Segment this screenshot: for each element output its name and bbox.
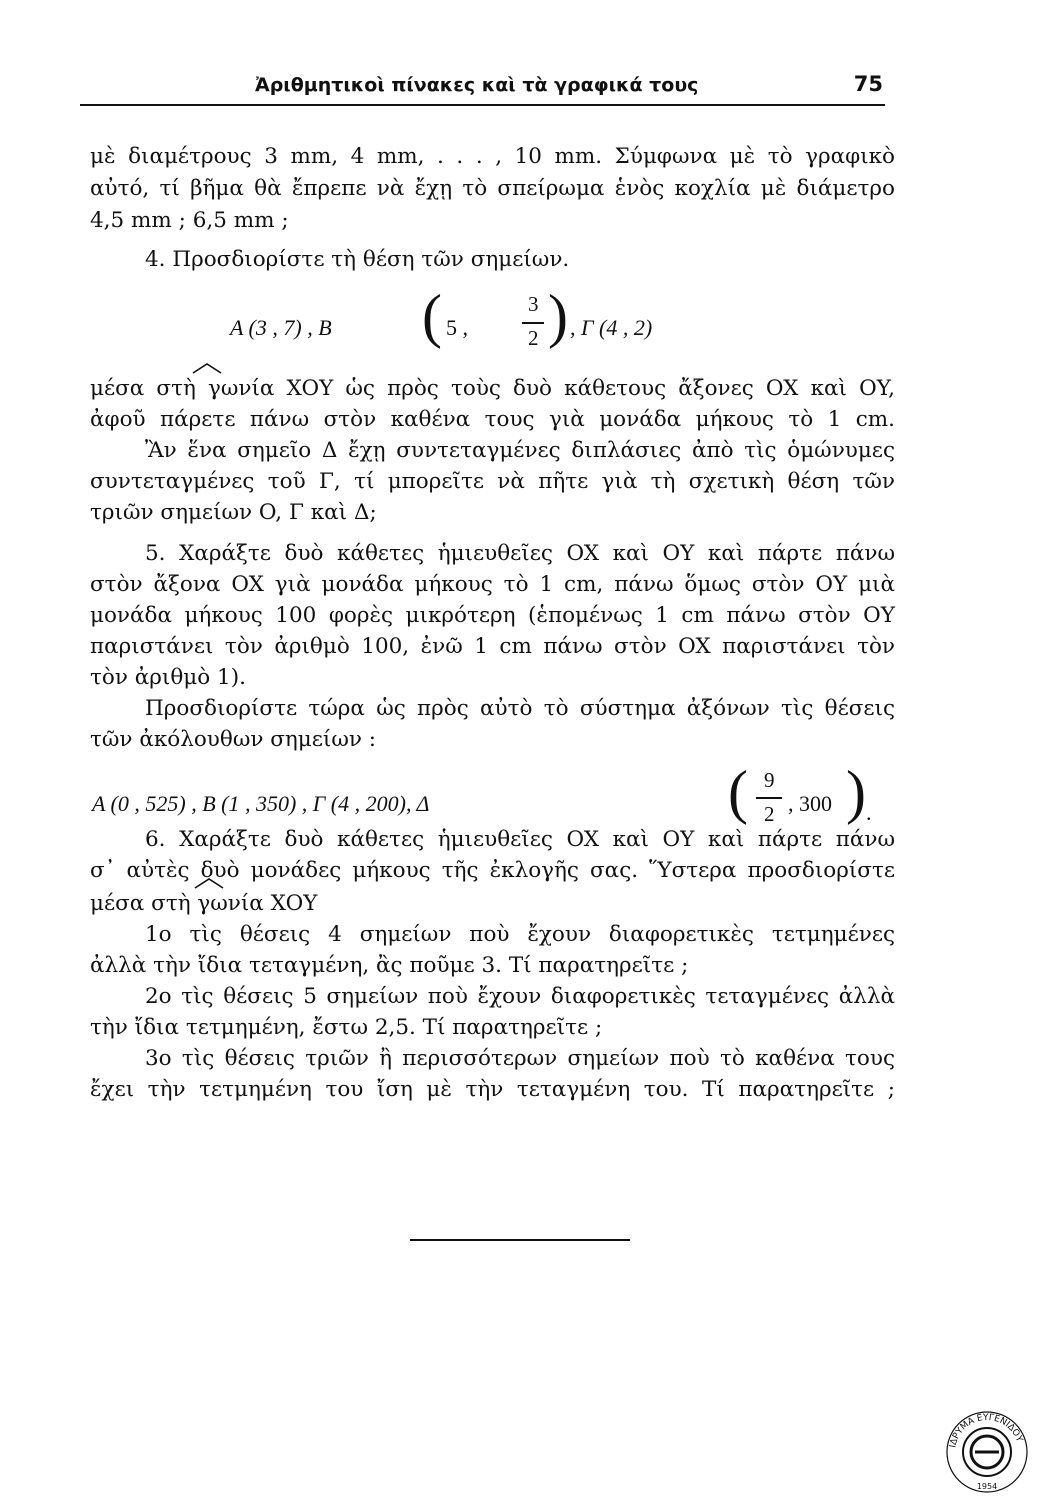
text-line: Ἂν ἕνα σημεῖο Δ ἔχῃ συντεταγμένες διπλάσιες ἀπὸ τὶς ὁμώνυμες <box>145 438 895 463</box>
eq2-left-paren: ( <box>728 759 748 825</box>
eq2-fraction-denominator: 2 <box>764 802 775 826</box>
eq1-fraction-numerator: 3 <box>528 292 539 316</box>
eq2-fraction-numerator: 9 <box>764 768 775 792</box>
eq1-part-a: A (3 , 7) , B <box>230 315 332 340</box>
exercise-6-heading: 6. Χαράξτε δυὸ κάθετες ἡμιευθεῖες OX καὶ OY καὶ πάρτε πάνω <box>145 827 895 852</box>
foundation-seal-icon <box>945 1410 1029 1494</box>
footer-rule <box>410 1239 630 1241</box>
text-line: τῶν ἀκόλουθων σημείων : <box>90 727 377 752</box>
eq2-d-y: , 300 <box>788 791 832 816</box>
eq1-part-c: , Γ (4 , 2) <box>570 315 653 340</box>
text-line: σ᾽ αὐτὲς δυὸ μονάδες μήκους τῆς ἐκλογῆς σας. Ὕστερα προσδιορίστε <box>90 858 895 883</box>
text-line: τὸν ἀριθμὸ 1). <box>90 665 246 690</box>
text-line: συντεταγμένες τοῦ Γ, τί μπορεῖτε νὰ πῆτε γιὰ τὴ σχετικὴ θέση τῶν <box>90 469 895 494</box>
list-item-2: 2ο τὶς θέσεις 5 σημείων ποὺ ἔχουν διαφορετικὲς τεταγμένες ἀλλὰ <box>145 984 895 1009</box>
eq2-right-paren: ) <box>846 759 866 825</box>
text-line: στὸν ἄξονα OX γιὰ μονάδα μήκους τὸ 1 cm, πάνω ὅμως στὸν OY μιὰ <box>90 572 895 597</box>
text-line: 4,5 mm ; 6,5 mm ; <box>90 208 289 233</box>
text-line: παριστάνει τὸν ἀριθμὸ 100, ἐνῶ 1 cm πάνω στὸν OX παριστάνει τὸν <box>90 634 895 659</box>
page-number: 75 <box>853 72 883 96</box>
eq2-part-a: A (0 , 525) , B (1 , 350) , Γ (4 , 200), Δ <box>92 791 430 816</box>
eq2-end-period: . <box>866 800 872 825</box>
angle-hat-mark <box>194 877 224 889</box>
text-line: μέσα στὴ γωνία XOY ὡς πρὸς τοὺς δυὸ κάθετους ἄξονες OX καὶ OY, <box>90 376 895 401</box>
eq1-fraction-denominator: 2 <box>528 326 539 350</box>
exercise-5-heading: 5. Χαράξτε δυὸ κάθετες ἡμιευθεῖες OX καὶ OY καὶ πάρτε πάνω <box>145 541 895 566</box>
svg-text:ΙΔΡΥΜΑ ΕΥΓΕΝΙΔΟΥ: ΙΔΡΥΜΑ ΕΥΓΕΝΙΔΟΥ <box>948 1412 1025 1449</box>
text-line: Προσδιορίστε τώρα ὡς πρὸς αὐτὸ τὸ σύστημα ἀξόνων τὶς θέσεις <box>145 696 895 721</box>
text-line: μονάδα μήκους 100 φορὲς μικρότερη (ἑπομένως 1 cm πάνω στὸν OY <box>90 603 895 628</box>
exercise-4-heading: 4. Προσδιορίστε τὴ θέση τῶν σημείων. <box>145 247 570 272</box>
angle-hat-mark <box>192 362 222 374</box>
eq2-fraction-bar <box>756 797 782 799</box>
text-line: ἀφοῦ πάρετε πάνω στὸν καθένα τους γιὰ μονάδα μήκους τὸ 1 cm. <box>90 407 895 432</box>
text-line: τὴν ἴδια τετμημένη, ἔστω 2,5. Τί παρατηρεῖτε ; <box>90 1015 603 1040</box>
list-item-3: 3ο τὶς θέσεις τριῶν ἢ περισσότερων σημείων ποὺ τὸ καθένα τους <box>145 1046 895 1071</box>
eq1-right-paren: ) <box>548 283 568 349</box>
page-header <box>80 64 885 106</box>
eq1-fraction-bar <box>522 322 544 324</box>
list-item-1: 1ο τὶς θέσεις 4 σημείων ποὺ ἔχουν διαφορετικὲς τετμημένες <box>145 922 895 947</box>
running-title: Ἀριθμητικοὶ πίνακες καὶ τὰ γραφικά τους <box>255 74 699 96</box>
text-line: αὐτό, τί βῆμα θὰ ἔπρεπε νὰ ἔχῃ τὸ σπείρωμα ἑνὸς κοχλία μὲ διάμετρο <box>90 176 895 201</box>
svg-text:1954: 1954 <box>976 1482 998 1491</box>
text-line: ἔχει τὴν τετμημένη του ἴση μὲ τὴν τεταγμένη του. Τί παρατηρεῖτε ; <box>90 1077 895 1102</box>
eq1-left-paren: ( <box>422 283 442 349</box>
text-line: τριῶν σημείων O, Γ καὶ Δ; <box>90 500 377 525</box>
text-line: ἀλλὰ τὴν ἴδια τεταγμένη, ἂς ποῦμε 3. Τί παρατηρεῖτε ; <box>90 953 689 978</box>
eq1-b-x: 5 , <box>446 315 468 340</box>
text-line: μέσα στὴ γωνία XOY <box>90 891 318 916</box>
text-line: μὲ διαμέτρους 3 mm, 4 mm, . . . , 10 mm. Σύμφωνα μὲ τὸ γραφικὸ <box>90 144 895 169</box>
